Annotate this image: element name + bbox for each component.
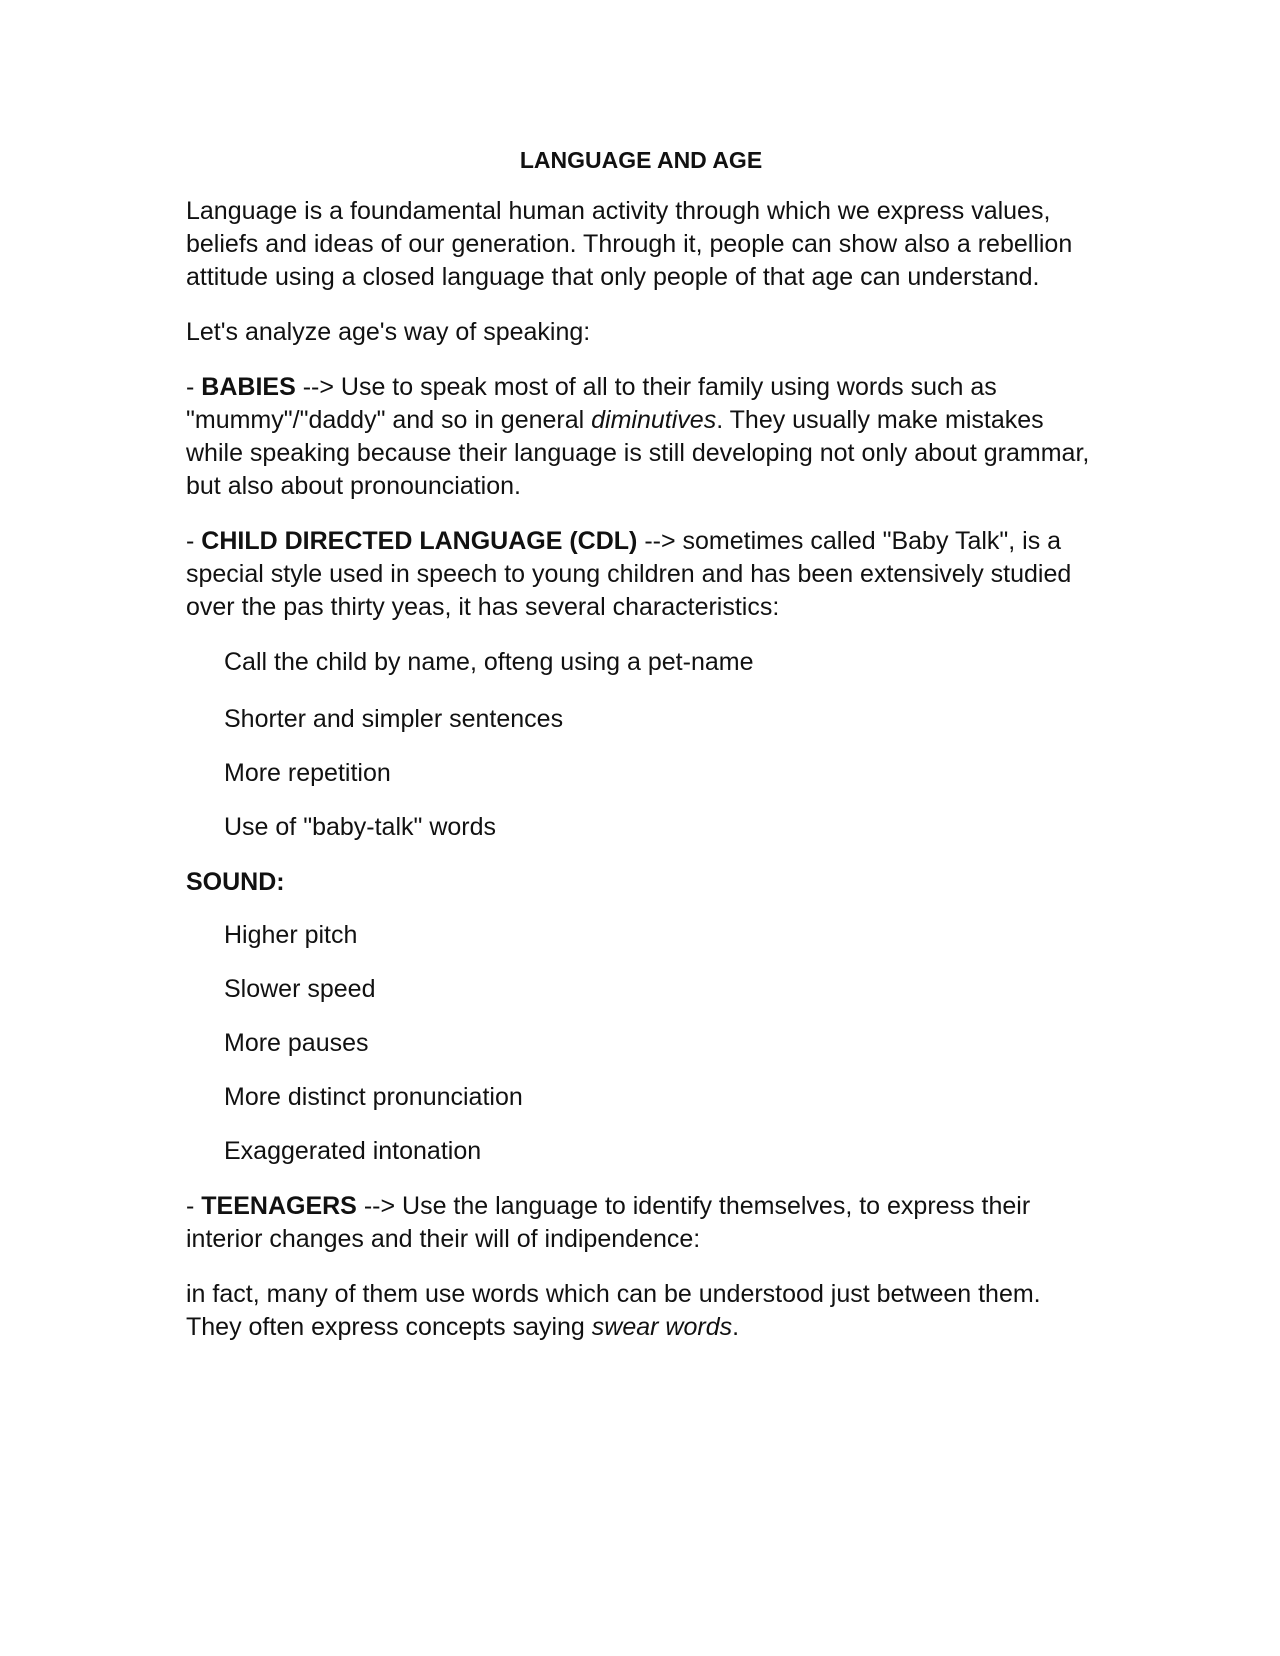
cdl-prefix: -: [186, 527, 202, 555]
babies-text: --> Use to speak most of all to their family using words such as "mummy"/"daddy" and so in general: [186, 373, 997, 434]
list-item: Use of "baby-talk" words: [224, 813, 497, 841]
list-item: Exaggerated intonation: [224, 1137, 482, 1165]
intro-paragraph: Language is a foundamental human activity through which we express values, beliefs and ideas of our generation. Through it, people can show also a rebellion attitude using a closed language that only people of that age can understand.: [186, 197, 1073, 291]
list-item: Higher pitch: [224, 921, 358, 949]
cdl-text: --> sometimes called "Baby Talk", is a special style used in speech to young children and has been extensively studied over the pas thirty yeas, it has several characteristics:: [186, 527, 1072, 621]
cdl-characteristics-list: [186, 646, 1096, 844]
closing-italic-term: swear words: [591, 1313, 733, 1341]
babies-term: BABIES: [201, 373, 296, 401]
analyze-paragraph: Let's analyze age's way of speaking:: [186, 318, 591, 346]
list-item: Call the child by name, ofteng using a pet-name: [224, 648, 754, 676]
sound-list: [186, 919, 1096, 1168]
cdl-paragraph: [186, 525, 1096, 624]
closing-text-end: .: [732, 1313, 740, 1341]
teenagers-prefix: -: [186, 1192, 202, 1220]
teenagers-text: --> Use the language to identify themselves, to express their interior changes and their will of indipendence:: [186, 1192, 1031, 1253]
babies-paragraph: [186, 371, 1096, 503]
sound-heading: SOUND:: [186, 868, 285, 896]
document-title: LANGUAGE AND AGE: [519, 147, 763, 173]
babies-italic-term: diminutives: [591, 406, 717, 434]
list-item: Shorter and simpler sentences: [224, 705, 564, 733]
babies-prefix: -: [186, 373, 202, 401]
teenagers-paragraph: [186, 1190, 1096, 1256]
cdl-term: CHILD DIRECTED LANGUAGE (CDL): [201, 527, 638, 555]
babies-text-end: . They usually make mistakes while speaking because their language is still developing not only about grammar, but also about pronounciation.: [186, 406, 1090, 500]
list-item: More distinct pronunciation: [224, 1083, 523, 1111]
list-item: More repetition: [224, 759, 391, 787]
closing-text: in fact, many of them use words which can be understood just between them. They often express concepts saying: [186, 1280, 1041, 1341]
list-item: Slower speed: [224, 975, 376, 1003]
teenagers-term: TEENAGERS: [201, 1192, 357, 1220]
document-body: [186, 144, 1096, 1366]
closing-paragraph: [186, 1278, 1096, 1344]
list-item: More pauses: [224, 1029, 369, 1057]
